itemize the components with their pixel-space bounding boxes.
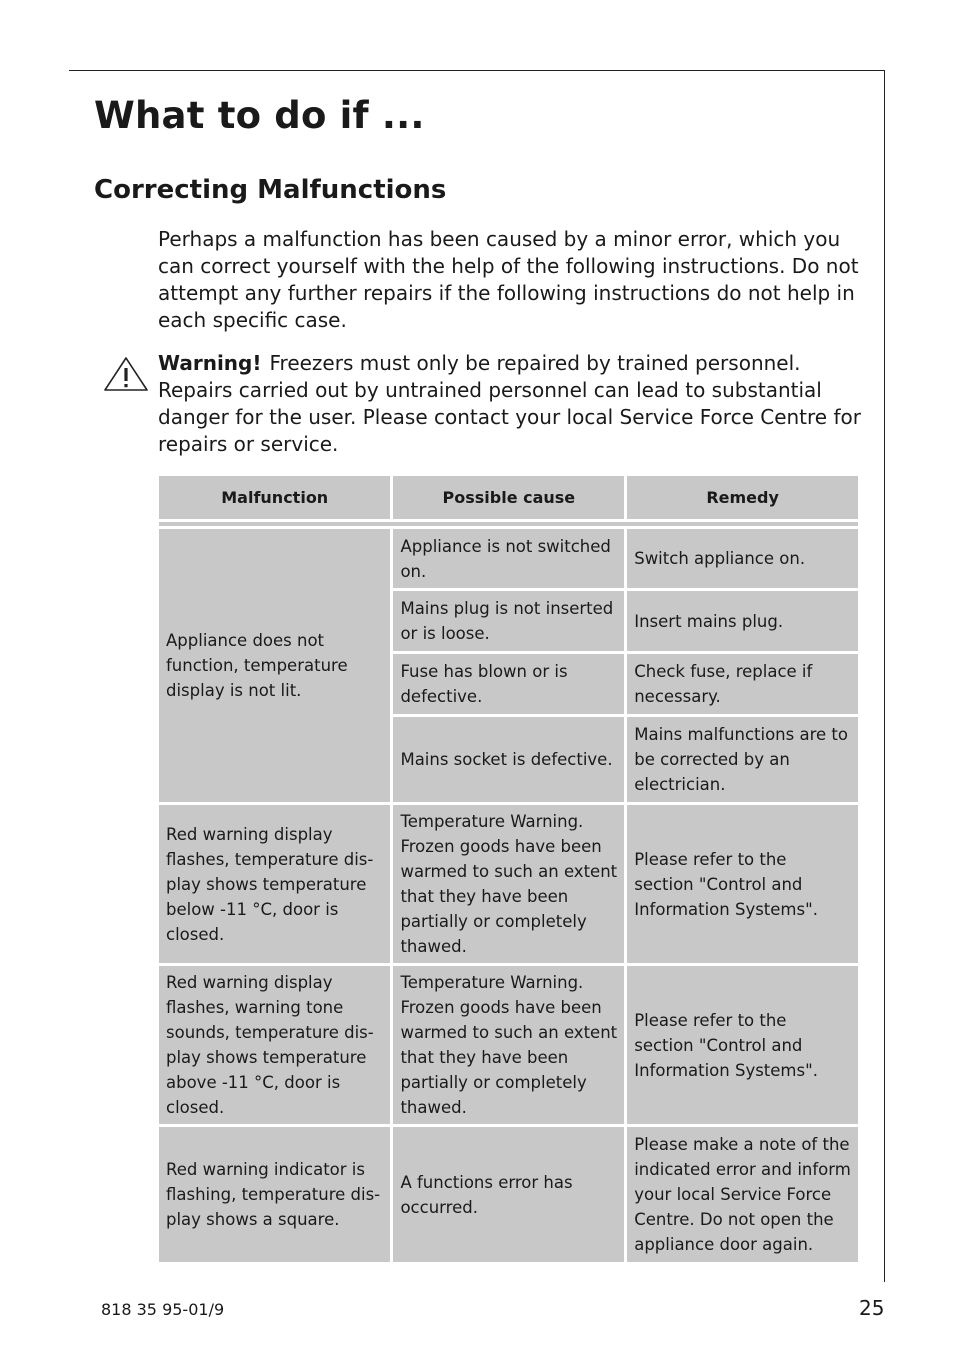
malfunction-table — [156, 473, 861, 1265]
table-row — [159, 966, 858, 1124]
header-remedy: Remedy — [627, 476, 858, 519]
malfunction-cell: Red warning display flashes, warning tone sounds, temperature dis-play shows temperature above -11 °C, door is closed. — [159, 966, 390, 1124]
table-row — [159, 529, 858, 588]
warning-label: Warning! — [158, 351, 262, 375]
cause-cell: Temperature Warning. Frozen goods have been warmed to such an extent that they have been partially or completely thawed. — [393, 805, 624, 963]
warning-triangle-icon — [103, 356, 149, 392]
table-row — [159, 1127, 858, 1262]
header-malfunction: Malfunction — [159, 476, 390, 519]
remedy-cell: Check fuse, replace if necessary. — [627, 654, 858, 714]
remedy-cell: Please refer to the section "Control and Information Systems". — [627, 966, 858, 1124]
table-row — [159, 805, 858, 963]
warning-paragraph — [158, 350, 862, 458]
malfunction-cell: Red warning display flashes, temperature dis-play shows temperature below -11 °C, door is closed. — [159, 805, 390, 963]
cause-cell: Mains socket is defective. — [393, 717, 624, 802]
cause-cell: Temperature Warning. Frozen goods have been warmed to such an extent that they have been partially or completely thawed. — [393, 966, 624, 1124]
top-rule — [69, 70, 885, 71]
malfunction-cell: Appliance does not function, temperature display is not lit. — [159, 529, 390, 802]
malfunction-cell: Red warning indicator is flashing, temperature dis-play shows a square. — [159, 1127, 390, 1262]
page-number: 25 — [859, 1296, 885, 1320]
intro-paragraph: Perhaps a malfunction has been caused by a minor error, which you can correct yourself with the help of the following instructions. Do not attempt any further repairs if the following instructions do not help in each specific case. — [158, 227, 859, 332]
remedy-cell: Mains malfunctions are to be corrected by an electrician. — [627, 717, 858, 802]
remedy-cell: Please refer to the section "Control and Information Systems". — [627, 805, 858, 963]
header-spacer — [159, 522, 858, 526]
remedy-cell: Insert mains plug. — [627, 591, 858, 651]
cause-cell: Appliance is not switched on. — [393, 529, 624, 588]
spacer-cell — [159, 522, 858, 526]
document-number: 818 35 95-01/9 — [101, 1300, 225, 1319]
remedy-cell: Switch appliance on. — [627, 529, 858, 588]
section-title: Correcting Malfunctions — [94, 175, 447, 205]
cause-cell: Mains plug is not inserted or is loose. — [393, 591, 624, 651]
right-rule — [884, 70, 885, 1282]
header-possible-cause: Possible cause — [393, 476, 624, 519]
cause-cell: Fuse has blown or is defective. — [393, 654, 624, 714]
warning-text: Freezers must only be repaired by trained personnel. Repairs carried out by untrained personnel can lead to substantial danger for the user. Please contact your local Service Force Centre for repairs or service. — [158, 351, 861, 456]
table-header-row — [159, 476, 858, 519]
remedy-cell: Please make a note of the indicated error and inform your local Service Force Centre. Do not open the appliance door again. — [627, 1127, 858, 1262]
page-title: What to do if ... — [94, 94, 425, 137]
cause-cell: A functions error has occurred. — [393, 1127, 624, 1262]
